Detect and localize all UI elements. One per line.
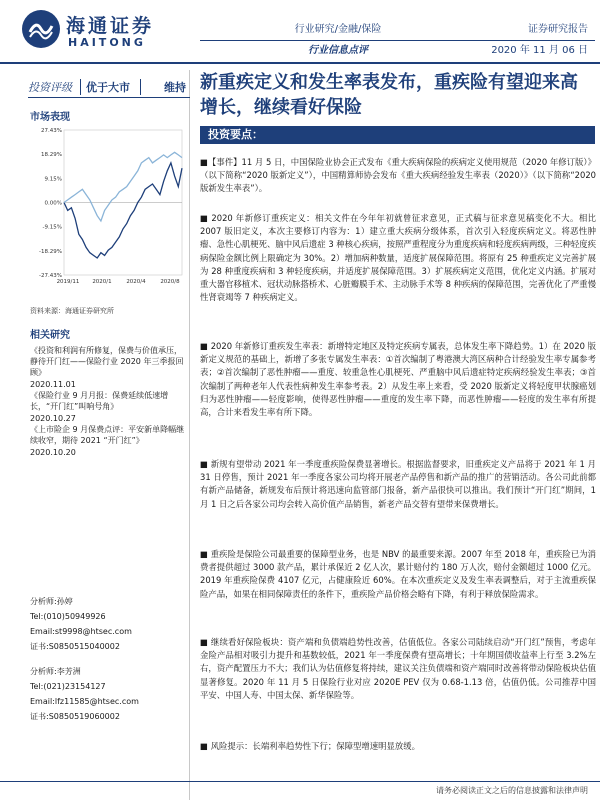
y-tick-label: 27.43% — [41, 128, 62, 134]
related-item[interactable]: 《上市险企 9 月保费点评：平安新单降幅继续收窄，期待 2021 “开门红”》 — [30, 425, 185, 445]
logo-emblem-icon — [22, 10, 60, 48]
header-date: 2020 年 11 月 06 日 — [491, 45, 588, 56]
analyst-name: 分析师:孙婷 — [30, 597, 73, 606]
logo-chinese-name: 海通证券 — [66, 15, 155, 37]
x-tick-label: 2020/4 — [126, 279, 146, 285]
header-report-type: 行业信息点评 — [308, 45, 368, 56]
paragraph-critical-illness: ■ 重疾险是保险公司最重要的保障型业务，也是 NBV 的最重要来源。2007 年至 2018 年，重疾险已为消费者提供超过 3000 款产品，累计承保近 2 亿人次，累计赔付约 180 万人次，赔付金额超过 1000 亿元。2019 年重疾险保费 4107 亿元，占健康险近 60%。在本次重疾定义及发生率表调整后，对于主流重疾保险产品，如果在相同保障责任的条件下，重疾险产品价格会略有下降，有利于释放保险需求。 — [200, 549, 596, 599]
analyst-certificate: 证书:S0850515040002 — [30, 642, 120, 651]
rating-change: 维持 — [140, 79, 190, 95]
y-tick-label: -9.15% — [42, 224, 62, 231]
footer-disclaimer[interactable]: 请务必阅读正文之后的信息披露和法律声明 — [436, 786, 588, 795]
x-tick-label: 2020/8 — [160, 279, 180, 285]
report-title: 新重疾定义和发生率表发布，重疾险有望迎来高增长，继续看好保险 — [200, 72, 578, 118]
header-doc-type: 证券研究报告 — [528, 24, 588, 35]
y-tick-label: 0.00% — [44, 200, 62, 207]
market-performance-title: 市场表现 — [30, 112, 70, 123]
analyst-email[interactable]: Email:lfz11585@htsec.com — [30, 697, 139, 706]
market-chart-svg — [28, 120, 188, 290]
investment-rating — [28, 76, 190, 98]
x-tick-label: 2020/1 — [92, 279, 112, 285]
header-divider — [200, 40, 595, 41]
y-tick-label: 18.29% — [41, 152, 62, 159]
y-tick-label: -18.29% — [39, 248, 62, 255]
paragraph-risk: ■ 风险提示：长端利率趋势性下行；保障型增速明显放缓。 — [200, 741, 420, 751]
related-research — [30, 326, 188, 458]
header-meta-block — [438, 20, 588, 56]
key-points-header: 投资要点： — [200, 126, 595, 144]
paragraph-q1-growth: ■ 新规有望带动 2021 年一季度重疾险保费显著增长。根据监督要求，旧重疾定义产品将于 2021 年 1 月 31 日停售，预计 2021 年一季度各家公司均将开展老产品停售和新产品的推广的营销活动。各公司此前都有新产品储备，新规发布后预计将迅速向监管部门报备，新产品很快可以推出。我们预计“开门红”期间，1 月 1 日之后各家公司均会转入高价值产品销售，新老产品交替有望带来保费增长。 — [200, 459, 596, 509]
rating-value: 优于大市 — [80, 79, 140, 95]
left-sidebar — [0, 70, 190, 800]
analyst-spacer — [30, 654, 188, 664]
series-line-insurance — [64, 163, 182, 258]
analyst-tel: Tel:(021)23154127 — [30, 682, 106, 691]
related-date: 2020.10.27 — [30, 414, 76, 423]
related-item[interactable]: 《保险行业 9 月月报：保费延续低速增长，“开门红”叫响号角》 — [30, 391, 169, 411]
logo-english-name: HAITONG — [68, 36, 146, 49]
y-tick-label: 9.15% — [44, 176, 62, 183]
chart-source: 资料来源：海通证券研究所 — [30, 307, 114, 315]
paragraph-event: ■【事件】11 月 5 日，中国保险业协会正式发布《重大疾病保险的疾病定义使用规范（2020 年修订版）》（以下简称“2020 版新定义”），中国精算师协会发布《重大疾病经验发生率表（2020）》（以下简称“2020 版新发生率表”）。 — [200, 157, 596, 194]
analyst-contacts — [30, 594, 188, 724]
analyst-name: 分析师:李芳洲 — [30, 667, 81, 676]
header-bottom-rule — [0, 62, 600, 64]
header-category-block — [268, 20, 408, 56]
related-research-title: 相关研究 — [30, 330, 70, 341]
market-performance-chart — [28, 120, 188, 290]
header-category: 行业研究/金融/保险 — [294, 24, 382, 35]
analyst-certificate: 证书:S0850519060002 — [30, 712, 120, 721]
analyst-email[interactable]: Email:st9998@htsec.com — [30, 627, 132, 636]
series-line-csi300 — [64, 152, 182, 221]
brand-logo — [22, 10, 182, 54]
paragraph-new-definition: ■ 2020 年新修订重疾定义：相关文件在今年年初就曾征求意见，正式稿与征求意见稿变化不大。相比 2007 版旧定义，本次主要修订内容为：1）建立重大疾病分级体系，首次引入轻度疾病定义。将恶性肿瘤、急性心肌梗死、脑中风后遗症 3 种核心疾病，按照严重程度分为重度疾病和轻度疾病两级，三种轻度疾病保险金额比例上限确定为 30%。2）增加病种数量，适度扩展保障范围。将原有 25 种重疾定义完善扩展为 28 种重度疾病和 3 种轻度疾病，并适度扩展保障范围。3）扩展疾病定义范围，优化定义内涵。扩展对重大器官移植术、冠状动脉搭桥术、心脏瓣膜手术、主动脉手术等 8 种疾病的保障范围，完善优化了严重慢性肾衰竭等 7 种疾病定义。 — [200, 213, 596, 303]
related-date: 2020.11.01 — [30, 380, 76, 389]
paragraph-outlook: ■ 继续看好保险板块：资产端和负债端趋势性改善，估值低位。各家公司陆续启动“开门红”预售，考虑年金险产品相对吸引力提升和基数较低，2021 年一季度保费有望高增长；十年期国债收益率上行至 3.2%左右，资产配置压力不大；我们认为估值修复将持续，建议关注负债端和资产端同时改善将带动保险板块估值显著修复。2020 年 11 月 5 日保险行业对应 2020E PEV 仅为 0.68-1.13 倍，估值仍低。公司推荐中国平安、中国人寿、中国太保、新华保险等。 — [200, 637, 596, 700]
report-header — [0, 0, 600, 62]
related-date: 2020.10.20 — [30, 448, 76, 457]
paragraph-incidence-table: ■ 2020 年新修订重疾发生率表：新增特定地区及特定疾病专属表，总体发生率下降趋势。1）在 2020 版新定义规范的基础上，新增了多张专属发生率表：①首次编制了粤港澳大湾区病种合计经验发生率专属参考表；②首次编制了恶性肿瘤——重度、较重急性心肌梗死、严重脑中风后遗症特定疾病经验发生率表；③首次编制了两种老年人代表性病种发生率参考表。2）从发生率上来看，受 2020 版新定义将轻度甲状腺癌划归为恶性肿瘤——轻度影响，使得恶性肿瘤——重度的发生率下降，而恶性肿瘤——轻度的发生率有所提高，合计来看发生率有所下降。 — [200, 341, 596, 418]
y-tick-label: -27.43% — [39, 273, 62, 279]
rating-label: 投资评级 — [28, 80, 72, 94]
analyst-tel: Tel:(010)50949926 — [30, 612, 106, 621]
related-item[interactable]: 《投资和利润有所修复，保费与价值承压，静待开门红——保险行业 2020 年三季报回顾》 — [30, 346, 184, 377]
footer-rule — [0, 781, 600, 782]
x-tick-label: 2019/11 — [56, 279, 80, 285]
